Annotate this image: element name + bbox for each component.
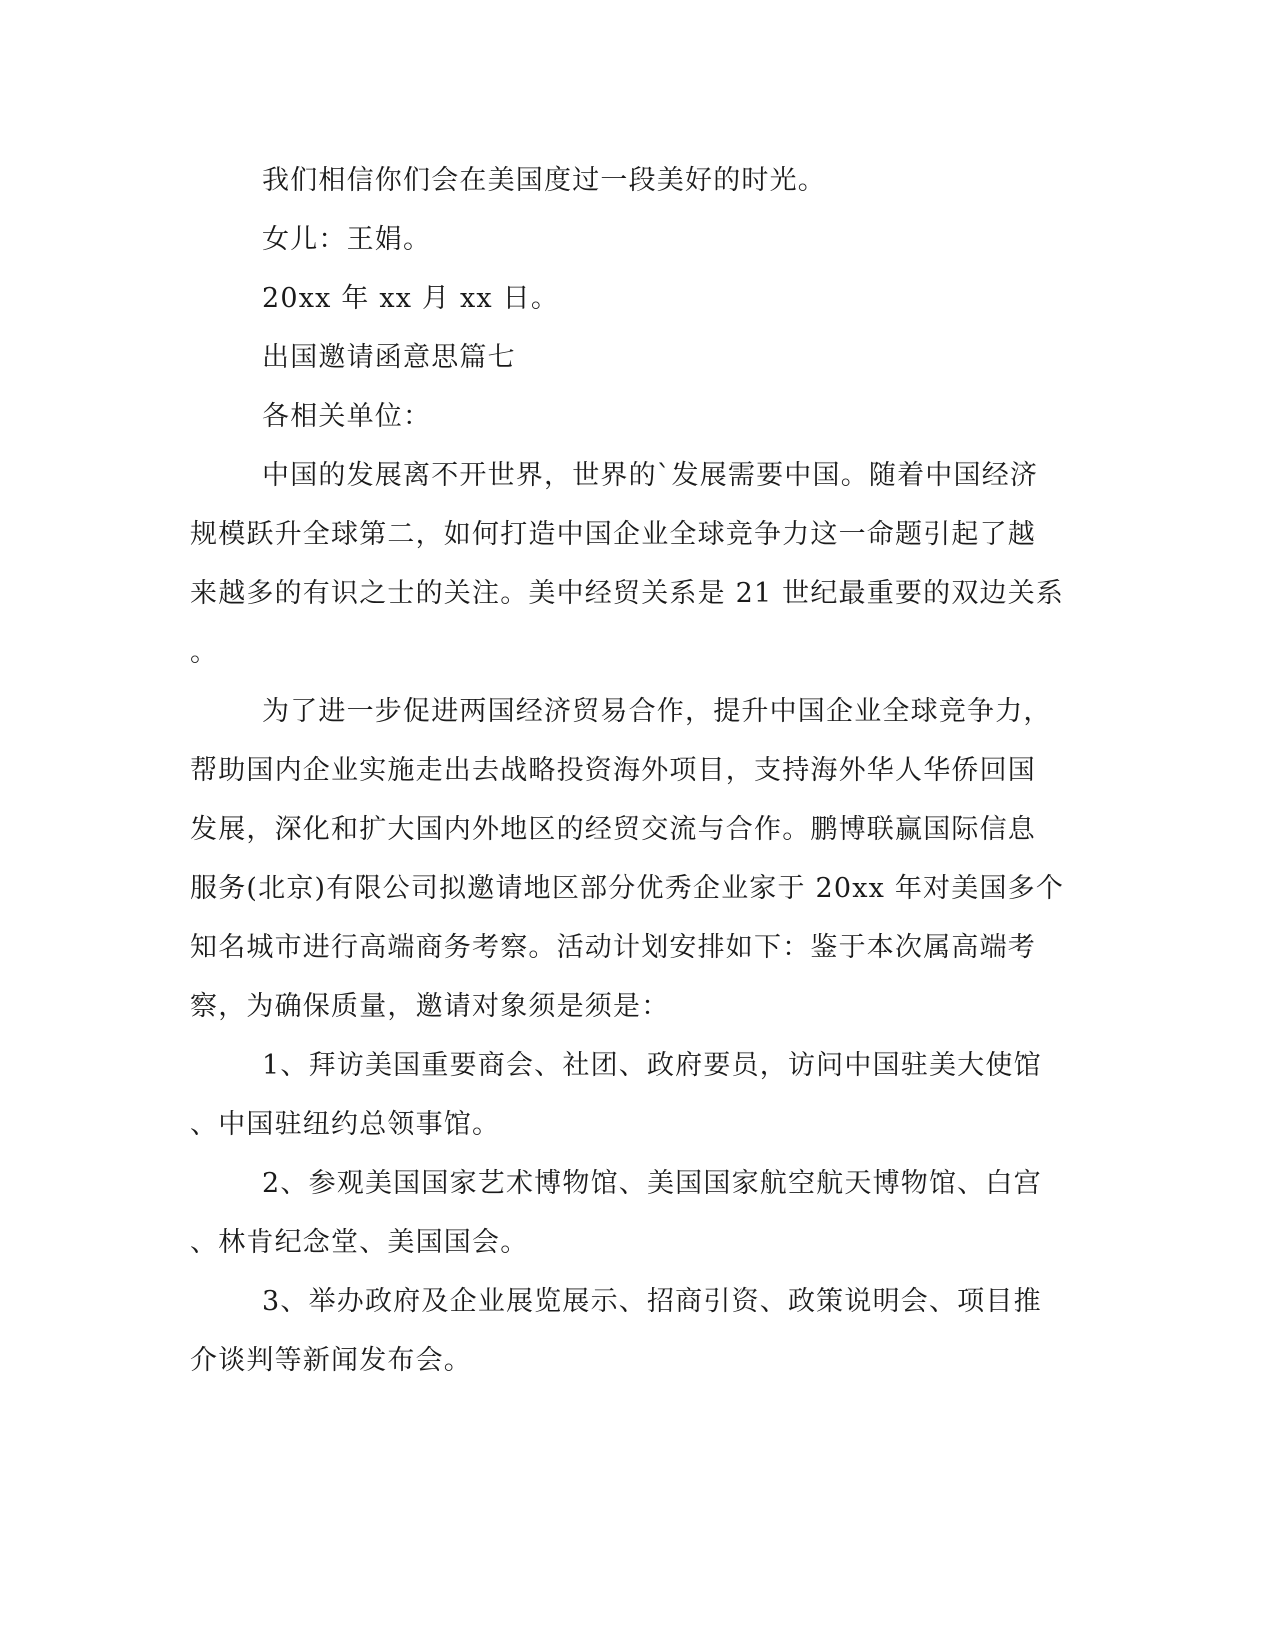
- section-title: 出国邀请函意思篇七: [262, 342, 516, 373]
- paragraph-line: 察，为确保质量，邀请对象须是须是：: [190, 991, 670, 1022]
- paragraph-line: 规模跃升全球第二，如何打造中国企业全球竞争力这一命题引起了越: [190, 519, 1036, 550]
- paragraph-line: 中国的发展离不开世界，世界的`发展需要中国。随着中国经济: [262, 460, 1039, 491]
- list-item: 2、参观美国国家艺术博物馆、美国国家航空航天博物馆、白宫: [262, 1168, 1042, 1199]
- paragraph-line: 。: [190, 637, 219, 668]
- salutation: 各相关单位：: [262, 401, 432, 432]
- date-line: 20xx 年 xx 月 xx 日。: [262, 283, 560, 314]
- paragraph-line: 知名城市进行高端商务考察。活动计划安排如下：鉴于本次属高端考: [190, 932, 1036, 963]
- paragraph-line: 服务(北京)有限公司拟邀请地区部分优秀企业家于 20xx 年对美国多个: [190, 873, 1065, 904]
- text-line: 我们相信你们会在美国度过一段美好的时光。: [262, 165, 826, 196]
- list-item-continuation: 介谈判等新闻发布会。: [190, 1345, 472, 1376]
- paragraph-line: 发展，深化和扩大国内外地区的经贸交流与合作。鹏博联赢国际信息: [190, 814, 1036, 845]
- signature-line: 女儿：王娟。: [262, 224, 432, 255]
- list-item: 1、拜访美国重要商会、社团、政府要员，访问中国驻美大使馆: [262, 1050, 1042, 1081]
- list-item-continuation: 、中国驻纽约总领事馆。: [190, 1109, 501, 1140]
- paragraph-line: 来越多的有识之士的关注。美中经贸关系是 21 世纪最重要的双边关系: [190, 578, 1065, 609]
- paragraph-line: 为了进一步促进两国经济贸易合作，提升中国企业全球竞争力，: [262, 696, 1052, 727]
- list-item: 3、举办政府及企业展览展示、招商引资、政策说明会、项目推: [262, 1286, 1042, 1317]
- paragraph-line: 帮助国内企业实施走出去战略投资海外项目，支持海外华人华侨回国: [190, 755, 1036, 786]
- list-item-continuation: 、林肯纪念堂、美国国会。: [190, 1227, 529, 1258]
